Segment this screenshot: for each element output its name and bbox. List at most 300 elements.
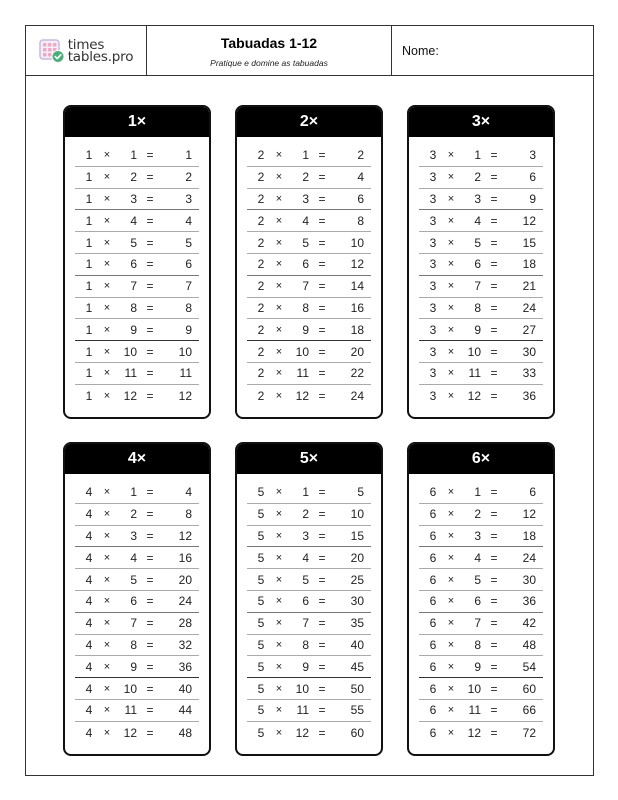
times-symbol: ×	[275, 638, 283, 651]
multiplicand: 6	[429, 659, 437, 674]
multiplier: 12	[123, 725, 137, 740]
equals-symbol: =	[490, 681, 498, 696]
multiplicand: 1	[85, 148, 93, 163]
product: 8	[185, 507, 192, 522]
equals-symbol: =	[318, 279, 326, 294]
table-row	[75, 591, 199, 613]
multiplicand: 2	[257, 148, 265, 163]
multiplier: 4	[130, 550, 137, 565]
times-symbol: ×	[103, 367, 111, 380]
product: 72	[522, 725, 536, 740]
product: 6	[529, 170, 536, 185]
card-title: 1×	[65, 107, 209, 137]
worksheet-header	[26, 26, 593, 76]
table-row	[419, 656, 543, 678]
equals-symbol: =	[146, 257, 154, 272]
times-symbol: ×	[275, 301, 283, 314]
multiplicand: 3	[429, 366, 437, 381]
table-row	[75, 547, 199, 569]
times-symbol: ×	[447, 171, 455, 184]
equals-symbol: =	[490, 507, 498, 522]
times-symbol: ×	[275, 660, 283, 673]
multiplier: 12	[467, 388, 481, 403]
multiplicand: 1	[85, 300, 93, 315]
multiplier: 8	[130, 300, 137, 315]
table-row	[75, 656, 199, 678]
multiplicand: 1	[85, 170, 93, 185]
multiplicand: 5	[257, 681, 265, 696]
multiplier: 1	[130, 148, 137, 163]
table-row	[419, 276, 543, 298]
table-row	[247, 254, 371, 276]
times-symbol: ×	[103, 617, 111, 630]
multiplier: 7	[474, 279, 481, 294]
multiplier: 2	[474, 170, 481, 185]
equals-symbol: =	[318, 528, 326, 543]
equals-symbol: =	[146, 528, 154, 543]
multiplicand: 2	[257, 170, 265, 185]
table-row	[75, 210, 199, 232]
multiplier: 1	[302, 485, 309, 500]
product: 20	[178, 572, 192, 587]
multiplier: 7	[130, 279, 137, 294]
product: 30	[350, 594, 364, 609]
table-row	[75, 276, 199, 298]
equals-symbol: =	[318, 170, 326, 185]
multiplicand: 6	[429, 594, 437, 609]
equals-symbol: =	[146, 703, 154, 718]
product: 6	[185, 257, 192, 272]
product: 2	[357, 148, 364, 163]
equals-symbol: =	[490, 637, 498, 652]
product: 45	[350, 659, 364, 674]
equals-symbol: =	[490, 485, 498, 500]
multiplicand: 4	[85, 659, 93, 674]
product: 21	[522, 279, 536, 294]
multiplicand: 2	[257, 235, 265, 250]
equals-symbol: =	[490, 257, 498, 272]
product: 16	[350, 300, 364, 315]
times-symbol: ×	[103, 171, 111, 184]
multiplicand: 4	[85, 725, 93, 740]
multiplicand: 3	[429, 322, 437, 337]
multiplicand: 4	[85, 485, 93, 500]
times-symbol: ×	[447, 529, 455, 542]
product: 30	[522, 344, 536, 359]
table-row	[419, 167, 543, 189]
times-symbol: ×	[275, 389, 283, 402]
product: 36	[522, 594, 536, 609]
table-row	[247, 591, 371, 613]
product: 2	[185, 170, 192, 185]
product: 7	[185, 279, 192, 294]
product: 6	[529, 485, 536, 500]
product: 9	[185, 322, 192, 337]
multiplier: 9	[302, 322, 309, 337]
times-symbol: ×	[447, 551, 455, 564]
table-row	[247, 547, 371, 569]
table-row	[247, 145, 371, 167]
table-row	[75, 298, 199, 320]
product: 4	[185, 485, 192, 500]
multiplier: 3	[474, 191, 481, 206]
equals-symbol: =	[318, 148, 326, 163]
table-row	[419, 189, 543, 211]
times-symbol: ×	[447, 573, 455, 586]
table-row	[247, 656, 371, 678]
multiplier: 9	[474, 322, 481, 337]
table-row	[75, 613, 199, 635]
times-symbol: ×	[447, 301, 455, 314]
product: 8	[357, 213, 364, 228]
equals-symbol: =	[490, 300, 498, 315]
table-row	[247, 722, 371, 744]
card-title: 5×	[237, 444, 381, 474]
multiplier: 11	[468, 703, 481, 718]
multiplier: 5	[130, 235, 137, 250]
equals-symbol: =	[318, 507, 326, 522]
table-row	[75, 504, 199, 526]
equals-symbol: =	[490, 594, 498, 609]
card-rows	[65, 474, 209, 744]
table-row	[419, 341, 543, 363]
times-symbol: ×	[447, 323, 455, 336]
multiplier: 9	[302, 659, 309, 674]
multiplicand: 6	[429, 725, 437, 740]
product: 12	[178, 388, 192, 403]
multiplier: 2	[130, 170, 137, 185]
multiplicand: 6	[429, 681, 437, 696]
times-symbol: ×	[275, 508, 283, 521]
multiplicand: 5	[257, 550, 265, 565]
table-row	[419, 526, 543, 548]
multiplicand: 5	[257, 703, 265, 718]
table-row	[419, 678, 543, 700]
multiplicand: 4	[85, 572, 93, 587]
product: 10	[178, 344, 192, 359]
equals-symbol: =	[318, 616, 326, 631]
equals-symbol: =	[490, 388, 498, 403]
times-symbol: ×	[447, 682, 455, 695]
name-label: Nome:	[402, 43, 439, 58]
times-symbol: ×	[447, 149, 455, 162]
logo	[26, 26, 147, 75]
multiplier: 7	[130, 616, 137, 631]
times-symbol: ×	[275, 617, 283, 630]
logo-line-2: tables.pro	[67, 48, 134, 65]
product: 18	[522, 257, 536, 272]
times-symbol: ×	[275, 486, 283, 499]
multiplicand: 6	[429, 507, 437, 522]
product: 48	[178, 725, 192, 740]
multiplier: 8	[302, 300, 309, 315]
multiplicand: 5	[257, 572, 265, 587]
equals-symbol: =	[318, 725, 326, 740]
product: 48	[522, 637, 536, 652]
times-symbol: ×	[275, 726, 283, 739]
table-row	[75, 341, 199, 363]
times-symbol: ×	[447, 192, 455, 205]
multiplicand: 2	[257, 191, 265, 206]
multiplicand: 1	[85, 344, 93, 359]
multiplicand: 6	[429, 703, 437, 718]
logo-line-1: times	[67, 36, 105, 53]
multiplier: 1	[474, 485, 481, 500]
equals-symbol: =	[146, 616, 154, 631]
equals-symbol: =	[318, 594, 326, 609]
equals-symbol: =	[318, 213, 326, 228]
product: 36	[178, 659, 192, 674]
table-row	[75, 232, 199, 254]
equals-symbol: =	[318, 322, 326, 337]
table-row	[247, 482, 371, 504]
table-row	[75, 319, 199, 341]
product: 16	[178, 550, 192, 565]
equals-symbol: =	[490, 148, 498, 163]
card-rows	[409, 137, 553, 407]
multiplier: 4	[302, 213, 309, 228]
times-symbol: ×	[103, 638, 111, 651]
multiplicand: 1	[85, 279, 93, 294]
times-symbol: ×	[275, 367, 283, 380]
table-row	[75, 722, 199, 744]
table-row	[419, 232, 543, 254]
product: 12	[178, 528, 192, 543]
equals-symbol: =	[146, 637, 154, 652]
product: 3	[529, 148, 536, 163]
multiplier: 6	[130, 257, 137, 272]
multiplier: 6	[474, 257, 481, 272]
table-row	[75, 569, 199, 591]
multiplicand: 4	[85, 637, 93, 652]
multiplicand: 2	[257, 344, 265, 359]
multiplicand: 5	[257, 616, 265, 631]
table-row	[75, 254, 199, 276]
times-symbol: ×	[447, 389, 455, 402]
multiplicand: 1	[85, 322, 93, 337]
product: 5	[357, 485, 364, 500]
equals-symbol: =	[318, 257, 326, 272]
equals-symbol: =	[146, 148, 154, 163]
product: 15	[522, 235, 536, 250]
times-symbol: ×	[103, 726, 111, 739]
multiplier: 10	[123, 344, 137, 359]
multiplier: 10	[295, 681, 309, 696]
multiplicand: 1	[85, 257, 93, 272]
product: 33	[522, 366, 536, 381]
equals-symbol: =	[318, 572, 326, 587]
product: 50	[350, 681, 364, 696]
equals-symbol: =	[146, 550, 154, 565]
multiplier: 9	[474, 659, 481, 674]
equals-symbol: =	[318, 235, 326, 250]
times-symbol: ×	[447, 617, 455, 630]
times-symbol: ×	[103, 214, 111, 227]
card-title: 6×	[409, 444, 553, 474]
times-symbol: ×	[447, 367, 455, 380]
multiplier: 10	[467, 344, 481, 359]
multiplier: 6	[474, 594, 481, 609]
multiplier: 7	[302, 279, 309, 294]
product: 12	[522, 507, 536, 522]
times-symbol: ×	[447, 280, 455, 293]
multiplier: 5	[130, 572, 137, 587]
multiplier: 11	[296, 366, 309, 381]
table-row	[247, 613, 371, 635]
product: 60	[350, 725, 364, 740]
multiplier: 2	[302, 170, 309, 185]
product: 28	[178, 616, 192, 631]
table-row	[247, 276, 371, 298]
multiplier: 2	[130, 507, 137, 522]
product: 12	[350, 257, 364, 272]
table-row	[419, 591, 543, 613]
table-row	[419, 700, 543, 722]
product: 14	[350, 279, 364, 294]
table-row	[247, 504, 371, 526]
multiplicand: 3	[429, 388, 437, 403]
equals-symbol: =	[490, 550, 498, 565]
equals-symbol: =	[146, 507, 154, 522]
multiplier: 2	[474, 507, 481, 522]
product: 9	[529, 191, 536, 206]
multiplicand: 3	[429, 213, 437, 228]
multiplier: 10	[467, 681, 481, 696]
multiplier: 11	[468, 366, 481, 381]
times-symbol: ×	[447, 508, 455, 521]
times-table-card	[407, 442, 555, 756]
product: 66	[522, 703, 536, 718]
product: 40	[178, 681, 192, 696]
equals-symbol: =	[146, 594, 154, 609]
multiplier: 6	[302, 594, 309, 609]
times-symbol: ×	[275, 214, 283, 227]
times-table-card	[235, 442, 383, 756]
equals-symbol: =	[318, 344, 326, 359]
times-symbol: ×	[275, 573, 283, 586]
name-field[interactable]	[392, 26, 593, 75]
times-symbol: ×	[275, 551, 283, 564]
multiplier: 3	[302, 528, 309, 543]
table-row	[419, 613, 543, 635]
times-table-card	[235, 105, 383, 419]
table-row	[75, 635, 199, 657]
table-row	[247, 678, 371, 700]
equals-symbol: =	[490, 213, 498, 228]
equals-symbol: =	[490, 572, 498, 587]
multiplier: 4	[474, 213, 481, 228]
table-row	[419, 363, 543, 385]
card-title: 2×	[237, 107, 381, 137]
multiplicand: 4	[85, 703, 93, 718]
table-row	[75, 526, 199, 548]
multiplier: 9	[130, 322, 137, 337]
equals-symbol: =	[146, 344, 154, 359]
times-symbol: ×	[103, 595, 111, 608]
product: 12	[522, 213, 536, 228]
product: 55	[350, 703, 364, 718]
equals-symbol: =	[318, 388, 326, 403]
times-symbol: ×	[103, 551, 111, 564]
times-symbol: ×	[103, 345, 111, 358]
times-symbol: ×	[447, 726, 455, 739]
times-symbol: ×	[275, 149, 283, 162]
equals-symbol: =	[490, 528, 498, 543]
table-row	[419, 319, 543, 341]
table-row	[247, 341, 371, 363]
table-row	[247, 210, 371, 232]
equals-symbol: =	[146, 191, 154, 206]
times-table-card	[63, 105, 211, 419]
multiplicand: 3	[429, 148, 437, 163]
multiplicand: 1	[85, 388, 93, 403]
multiplier: 7	[474, 616, 481, 631]
page-title: Tabuadas 1-12	[220, 35, 318, 51]
multiplicand: 2	[257, 366, 265, 381]
product: 10	[350, 235, 364, 250]
times-symbol: ×	[103, 236, 111, 249]
multiplicand: 4	[85, 550, 93, 565]
table-row	[419, 145, 543, 167]
table-row	[247, 700, 371, 722]
table-row	[247, 319, 371, 341]
equals-symbol: =	[490, 703, 498, 718]
multiplier: 6	[302, 257, 309, 272]
multiplicand: 3	[429, 235, 437, 250]
card-rows	[409, 474, 553, 744]
table-row	[247, 189, 371, 211]
multiplier: 1	[130, 485, 137, 500]
times-symbol: ×	[103, 529, 111, 542]
multiplicand: 2	[257, 388, 265, 403]
multiplier: 5	[302, 572, 309, 587]
multiplier: 5	[474, 572, 481, 587]
multiplier: 5	[302, 235, 309, 250]
equals-symbol: =	[490, 659, 498, 674]
grid-check-icon	[39, 39, 65, 63]
multiplier: 8	[474, 637, 481, 652]
times-symbol: ×	[447, 258, 455, 271]
product: 11	[179, 366, 192, 381]
multiplicand: 5	[257, 485, 265, 500]
times-symbol: ×	[447, 638, 455, 651]
times-symbol: ×	[275, 192, 283, 205]
multiplicand: 2	[257, 257, 265, 272]
table-row	[419, 504, 543, 526]
table-row	[75, 145, 199, 167]
equals-symbol: =	[490, 366, 498, 381]
multiplicand: 2	[257, 213, 265, 228]
logo-wordmark	[67, 36, 134, 65]
multiplicand: 3	[429, 300, 437, 315]
times-table-card	[63, 442, 211, 756]
multiplicand: 6	[429, 550, 437, 565]
equals-symbol: =	[490, 344, 498, 359]
multiplicand: 4	[85, 681, 93, 696]
equals-symbol: =	[490, 279, 498, 294]
product: 24	[522, 300, 536, 315]
table-row	[419, 722, 543, 744]
equals-symbol: =	[490, 170, 498, 185]
product: 54	[522, 659, 536, 674]
multiplicand: 4	[85, 616, 93, 631]
multiplicand: 1	[85, 191, 93, 206]
card-rows	[237, 474, 381, 744]
times-symbol: ×	[103, 573, 111, 586]
equals-symbol: =	[146, 300, 154, 315]
equals-symbol: =	[146, 388, 154, 403]
equals-symbol: =	[318, 550, 326, 565]
